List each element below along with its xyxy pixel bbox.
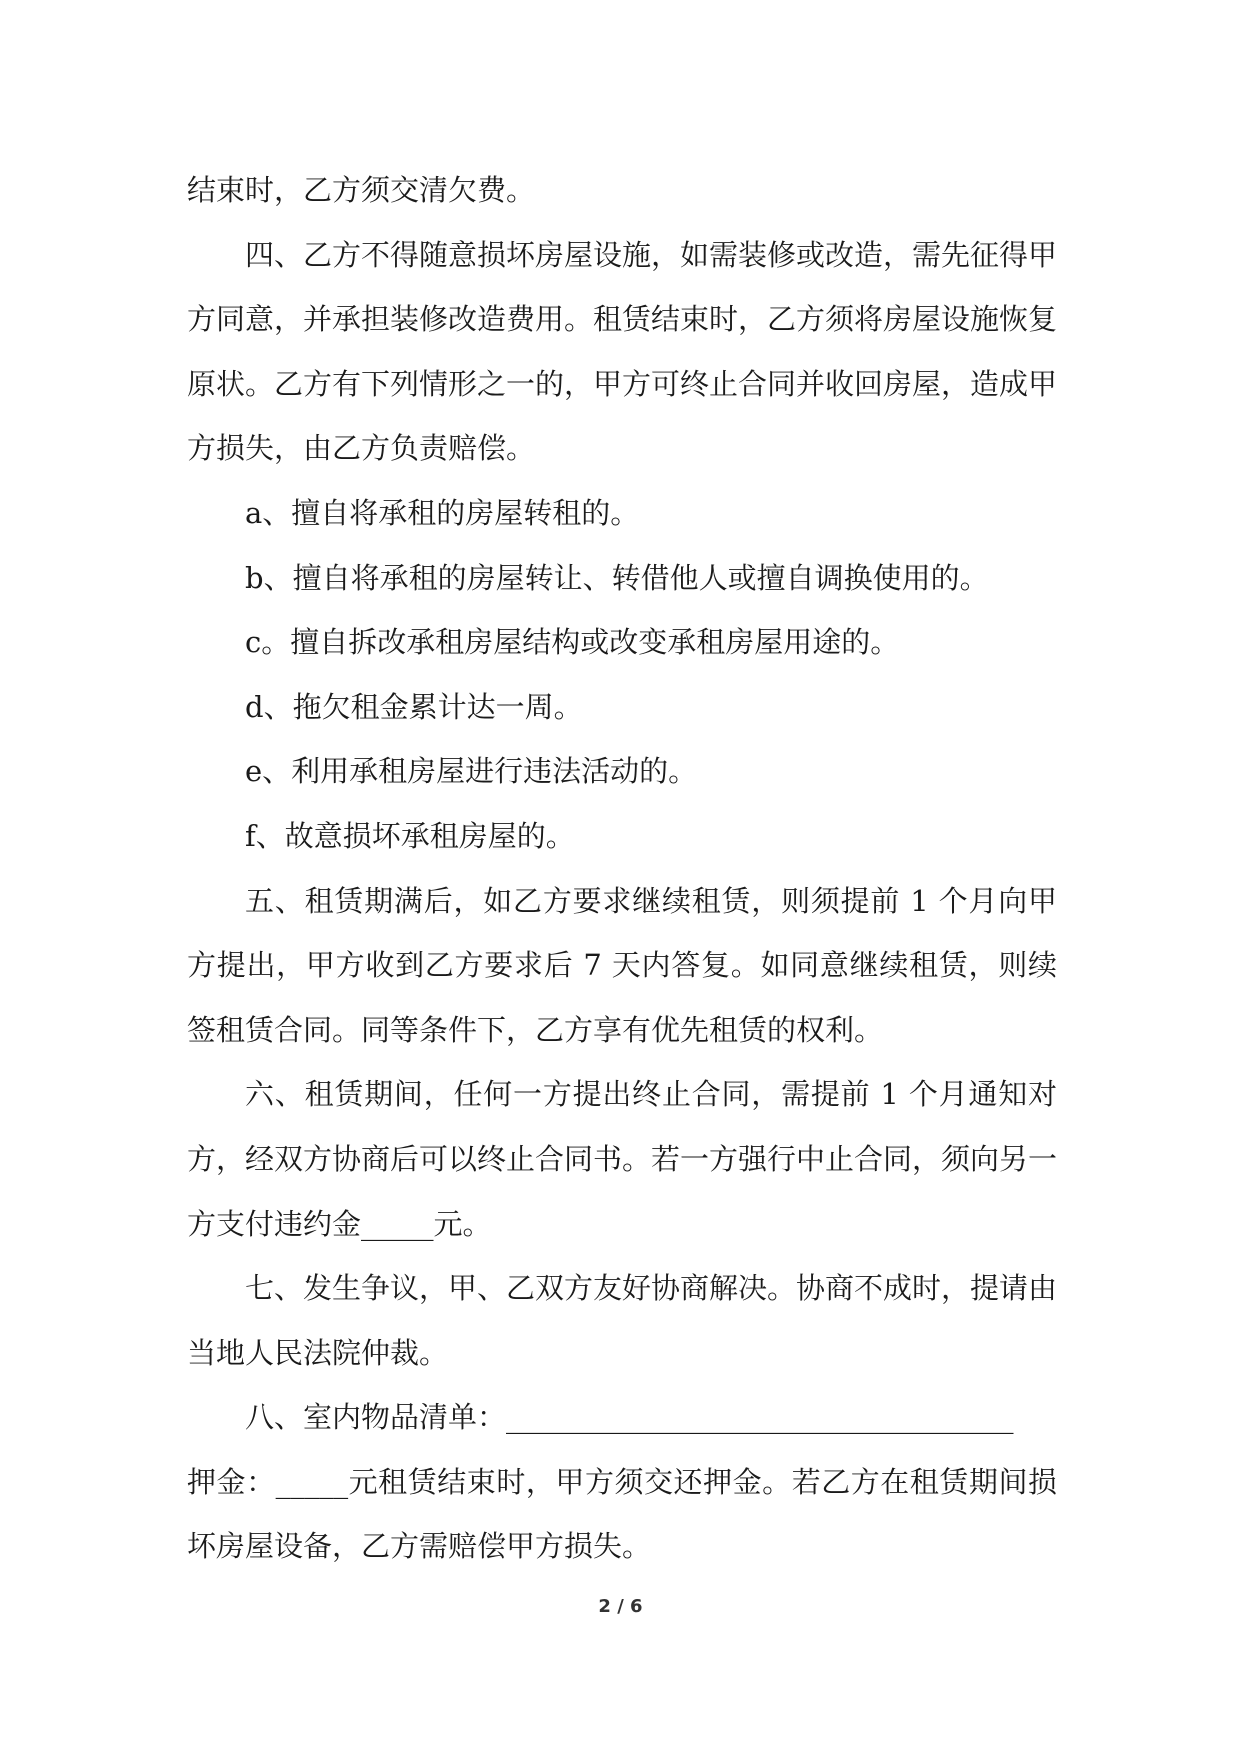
list-item-b: b、擅自将承租的房屋转让、转借他人或擅自调换使用的。 [245,560,989,595]
paragraph-clause-6: 六、租赁期间，任何一方提出终止合同，需提前 1 个月通知对方，经双方协商后可以终止合同书。若一方强行中止合同，须向另一方支付违约金_____元。 [187,1077,1058,1241]
list-item-f: f、故意损坏承租房屋的。 [245,818,575,853]
list-item-a: a、擅自将承租的房屋转租的。 [245,495,640,530]
list-item-e: e、利用承租房屋进行违法活动的。 [245,754,698,789]
list-item-d: d、拖欠租金累计达一周。 [245,689,583,724]
document-body [187,158,1057,1579]
paragraph-arrears: 结束时，乙方须交清欠费。 [187,173,536,207]
paragraph-deposit: 押金：_____元租赁结束时，甲方须交还押金。若乙方在租赁期间损坏房屋设备，乙方需赔偿甲方损失。 [187,1464,1057,1564]
list-item-c: c。擅自拆改承租房屋结构或改变承租房屋用途的。 [245,625,900,660]
paragraph-clause-4: 四、乙方不得随意损坏房屋设施，如需装修或改造，需先征得甲方同意，并承担装修改造费用。租赁结束时，乙方须将房屋设施恢复原状。乙方有下列情形之一的，甲方可终止合同并收回房屋，造成甲方损失，由乙方负责赔偿。 [187,237,1058,466]
paragraph-clause-5: 五、租赁期满后，如乙方要求继续租赁，则须提前 1 个月向甲方提出，甲方收到乙方要求后 7 天内答复。如同意继续租赁，则续签租赁合同。同等条件下，乙方享有优先租赁的权利。 [187,883,1057,1047]
page-number: 2 / 6 [598,1596,643,1617]
paragraph-clause-7: 七、发生争议，甲、乙双方友好协商解决。协商不成时，提请由当地人民法院仲裁。 [187,1271,1058,1370]
paragraph-clause-8: 八、室内物品清单：___________________________________ [245,1400,1014,1435]
